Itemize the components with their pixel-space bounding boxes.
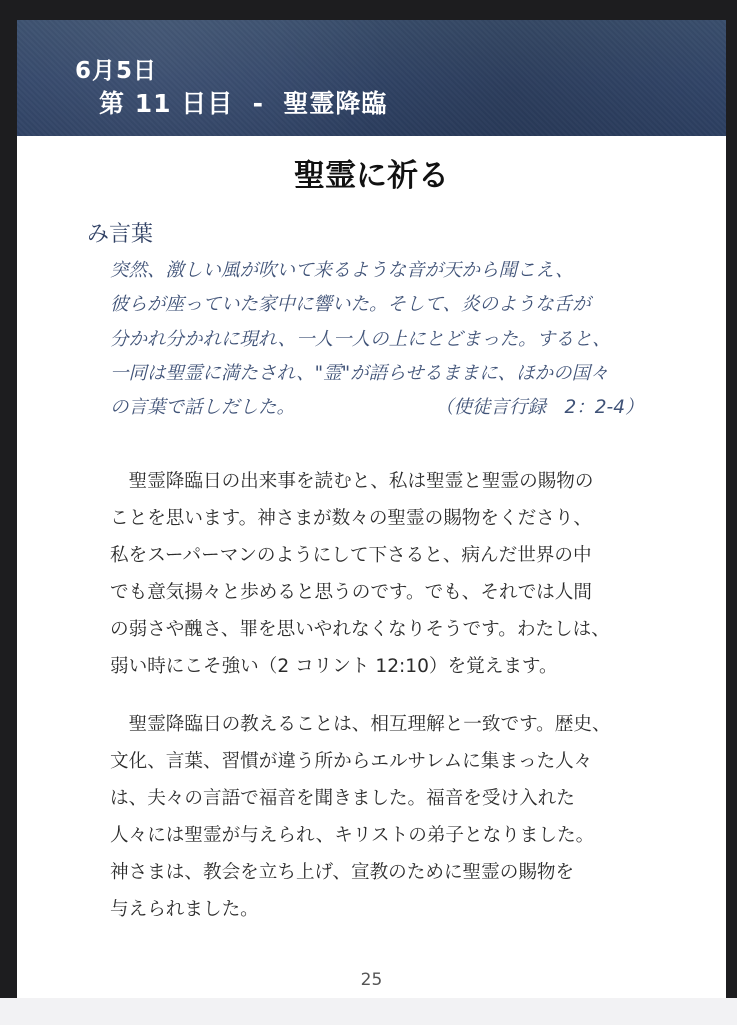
- document-page: [17, 20, 726, 1025]
- page-title: 聖霊に祈る: [294, 158, 449, 194]
- paragraph-line: 私をスーパーマンのようにして下さると、病んだ世界の中: [110, 545, 592, 566]
- verse-line: 突然、激しい風が吹いて来るような音が天から聞こえ、: [110, 260, 574, 281]
- paragraph-line: 聖霊降臨日の教えることは、相互理解と一致です。歴史、: [110, 714, 611, 735]
- verse-line: の言葉で話しだした。: [110, 397, 296, 419]
- header-date: 6月5日: [75, 58, 158, 84]
- paragraph-line: 弱い時にこそ強い（2 コリント 12:10）を覚えます。: [110, 656, 558, 677]
- header-title: 第 11 日目 - 聖霊降臨: [99, 89, 388, 118]
- paragraph-line: の弱さや醜さ、罪を思いやれなくなりそうです。わたしは、: [110, 619, 610, 640]
- paragraph-line: 与えられました。: [110, 899, 259, 920]
- scripture-quote: [110, 254, 710, 425]
- paragraph-line: ことを思います。神さまが数々の聖霊の賜物をくださり、: [110, 508, 592, 529]
- viewer-bottom-bar: [0, 998, 737, 1025]
- verse-line: 一同は聖霊に満たされ、"霊"が語らせるままに、ほかの国々: [110, 362, 609, 384]
- paragraph-1: [110, 463, 710, 685]
- paragraph-line: 聖霊降臨日の出来事を読むと、私は聖霊と聖霊の賜物の: [110, 471, 594, 492]
- verse-reference: （使徒言行録 2：2-4）: [435, 397, 644, 419]
- verse-line: 分かれ分かれに現れ、一人一人の上にとどまった。すると、: [110, 328, 611, 350]
- verse-line: 彼らが座っていた家中に響いた。そして、炎のような舌が: [110, 294, 591, 316]
- paragraph-line: は、夫々の言語で福音を聞きました。福音を受け入れた: [110, 788, 575, 809]
- paragraph-line: 文化、言葉、習慣が違う所からエルサレムに集まった人々: [110, 751, 593, 772]
- paragraph-2: [110, 706, 710, 928]
- paragraph-line: 人々には聖霊が与えられ、キリストの弟子となりました。: [110, 825, 595, 846]
- paragraph-line: 神さまは、教会を立ち上げ、宣教のために聖霊の賜物を: [110, 862, 575, 883]
- paragraph-line: でも意気揚々と歩めると思うのです。でも、それでは人間: [110, 582, 592, 603]
- verse-line-last: [110, 391, 710, 425]
- verse-label: み言葉: [87, 222, 154, 247]
- page-number: 25: [360, 970, 383, 990]
- page-header: [17, 20, 726, 136]
